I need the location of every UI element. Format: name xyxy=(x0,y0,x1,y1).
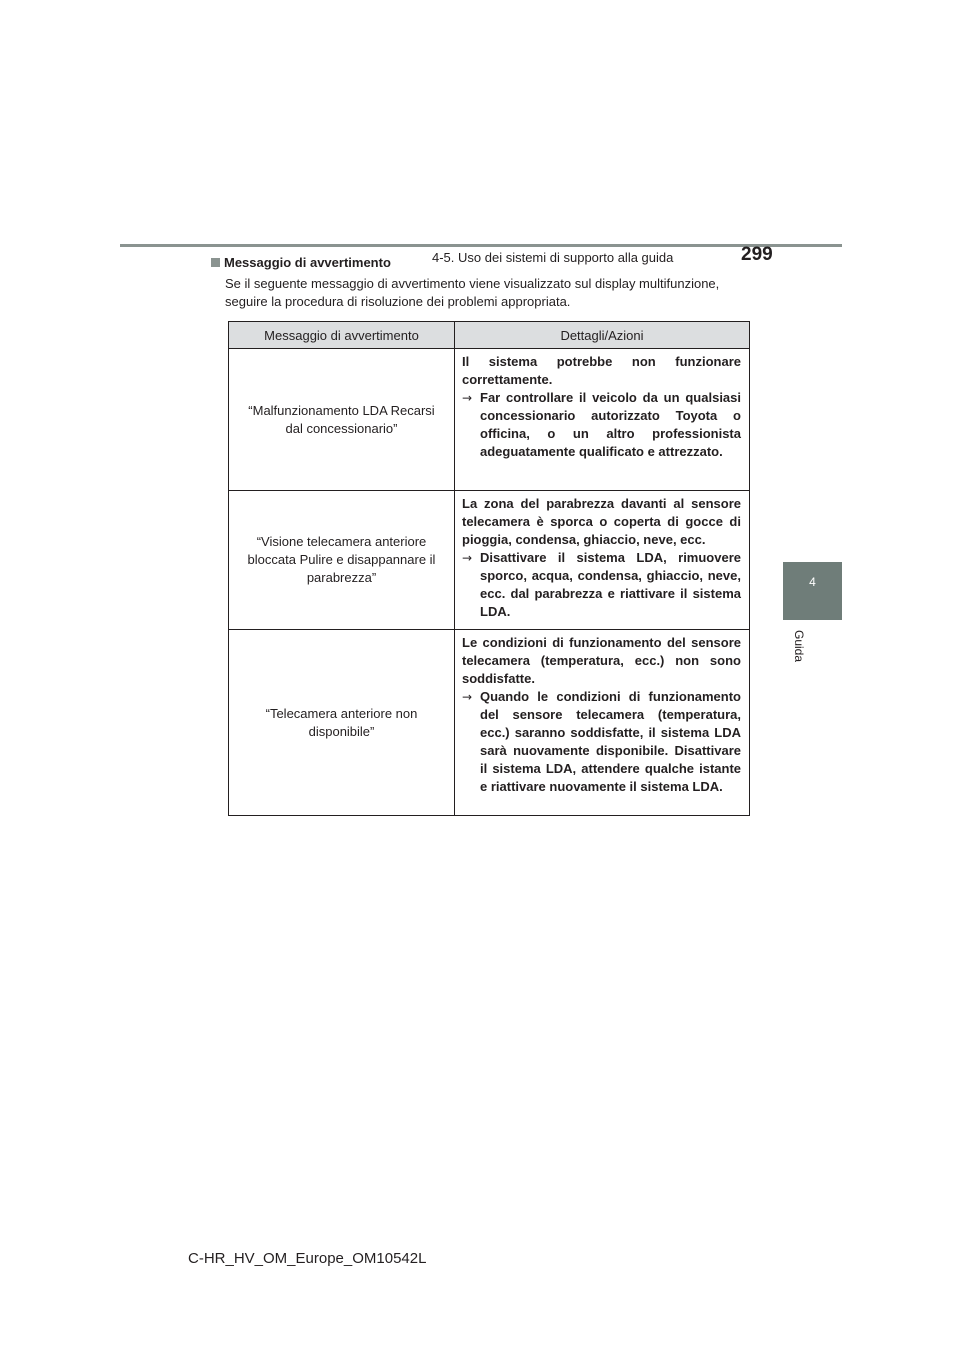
arrow-right-icon: → xyxy=(462,690,473,704)
details-cell xyxy=(455,630,750,816)
table-row xyxy=(229,349,750,491)
action-item xyxy=(462,688,741,796)
action-item xyxy=(462,389,741,461)
details-cell xyxy=(455,491,750,630)
column-header-details: Dettagli/Azioni xyxy=(455,322,750,349)
section-intro: Se il seguente messaggio di avvertimento viene visualizzato sul display multifunzione, seguire la procedura di risoluzione dei problemi appropriata. xyxy=(225,276,720,309)
header-section-title: 4-5. Uso dei sistemi di supporto alla guida xyxy=(432,250,674,265)
chapter-label: Guida xyxy=(792,630,806,663)
page-number: 299 xyxy=(741,244,773,265)
detail-text: Le condizioni di funzionamento del sensore telecamera (temperatura, ecc.) non sono soddisfatte. xyxy=(462,635,741,686)
section-heading xyxy=(211,255,391,270)
warning-message-cell: “Malfunzionamento LDA Recarsi dal concessionario” xyxy=(229,349,455,491)
action-text: Far controllare il veicolo da un qualsiasi concessionario autorizzato Toyota o officina, o un altro professionista adeguatamente qualificato e attrezzato. xyxy=(480,390,741,459)
section-heading-text: Messaggio di avvertimento xyxy=(224,255,391,270)
header-rule xyxy=(120,244,842,247)
detail-text: La zona del parabrezza davanti al sensore telecamera è sporca o coperta di gocce di pioggia, condensa, ghiaccio, neve, ecc. xyxy=(462,496,741,547)
square-bullet-icon xyxy=(211,258,220,267)
warning-message-cell: “Visione telecamera anteriore bloccata Pulire e disappannare il parabrezza” xyxy=(229,491,455,630)
detail-text: Il sistema potrebbe non funzionare correttamente. xyxy=(462,354,741,387)
arrow-right-icon: → xyxy=(462,391,473,405)
action-text: Disattivare il sistema LDA, rimuovere sporco, acqua, condensa, ghiaccio, neve, ecc. dal parabrezza e riattivare il sistema LDA. xyxy=(480,550,741,619)
document-code: C-HR_HV_OM_Europe_OM10542L xyxy=(188,1250,427,1267)
warning-message-table xyxy=(228,321,750,816)
table-row xyxy=(229,491,750,630)
arrow-right-icon: → xyxy=(462,551,473,565)
chapter-tab xyxy=(783,562,842,620)
action-text: Quando le condizioni di funzionamento del sensore telecamera (temperatura, ecc.) saranno soddisfatte, il sistema LDA sarà nuovamente disponibile. Disattivare il sistema LDA, attendere qualche istante e riattivare nuovamente il sistema LDA. xyxy=(480,689,741,794)
column-header-message: Messaggio di avvertimento xyxy=(229,322,455,349)
chapter-number: 4 xyxy=(809,575,816,589)
table-row xyxy=(229,630,750,816)
warning-message-cell: “Telecamera anteriore non disponibile” xyxy=(229,630,455,816)
details-cell xyxy=(455,349,750,491)
action-item xyxy=(462,549,741,621)
table-header-row xyxy=(229,322,750,349)
